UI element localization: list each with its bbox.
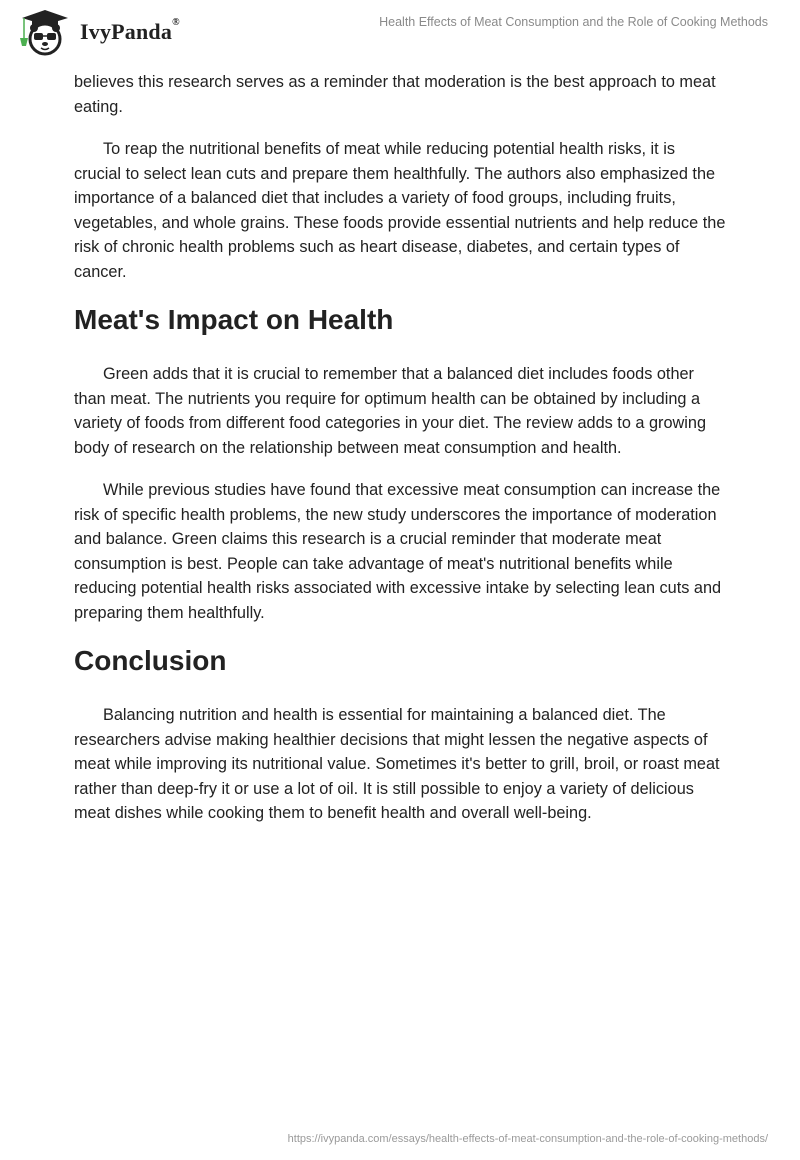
paragraph: Balancing nutrition and health is essential for maintaining a balanced diet. The researchers advise making healthier decisions that might lessen the negative aspects of meat while improving its nutritional value. Sometimes it's better to grill, broil, or roast meat rather than deep-fry it or use a lot of oil. It is still possible to enjoy a variety of delicious meat dishes while cooking them to benefit health and overall well-being.	[74, 706, 720, 822]
essay-body	[74, 70, 726, 844]
paragraph: believes this research serves as a reminder that moderation is the best approach to meat eating.	[74, 73, 716, 116]
paragraph: Green adds that it is crucial to remember that a balanced diet includes foods other than meat. The nutrients you require for optimum health can be obtained by including a variety of foods from different food categories in your diet. The review adds to a growing body of research on the relationship between meat consumption and health.	[74, 365, 706, 457]
source-url-link[interactable]: https://ivypanda.com/essays/health-effects-of-meat-consumption-and-the-role-of-cooking-methods/	[287, 1133, 768, 1145]
logo-text: IvyPanda®	[80, 17, 180, 44]
document-title: Health Effects of Meat Consumption and the Role of Cooking Methods	[379, 15, 768, 29]
paragraph: To reap the nutritional benefits of meat while reducing potential health risks, it is crucial to select lean cuts and prepare them healthfully. The authors also emphasized the importance of a balanced diet that includes a variety of food groups, including fruits, vegetables, and whole grains. These foods provide essential nutrients and help reduce the risk of chronic health problems such as heart disease, diabetes, and certain types of cancer.	[74, 140, 726, 281]
panda-graduate-icon	[16, 8, 74, 56]
section-heading-meats-impact: Meat's Impact on Health	[74, 304, 394, 335]
section-heading-conclusion: Conclusion	[74, 645, 227, 676]
paragraph: While previous studies have found that excessive meat consumption can increase the risk of specific health problems, the new study underscores the importance of moderation and balance. Green claims this research is a crucial reminder that moderate meat consumption is best. People can take advantage of meat's nutritional benefits while reducing potential health risks associated with excessive intake by selecting lean cuts and preparing them healthfully.	[74, 481, 722, 622]
ivypanda-logo[interactable]	[16, 8, 180, 56]
